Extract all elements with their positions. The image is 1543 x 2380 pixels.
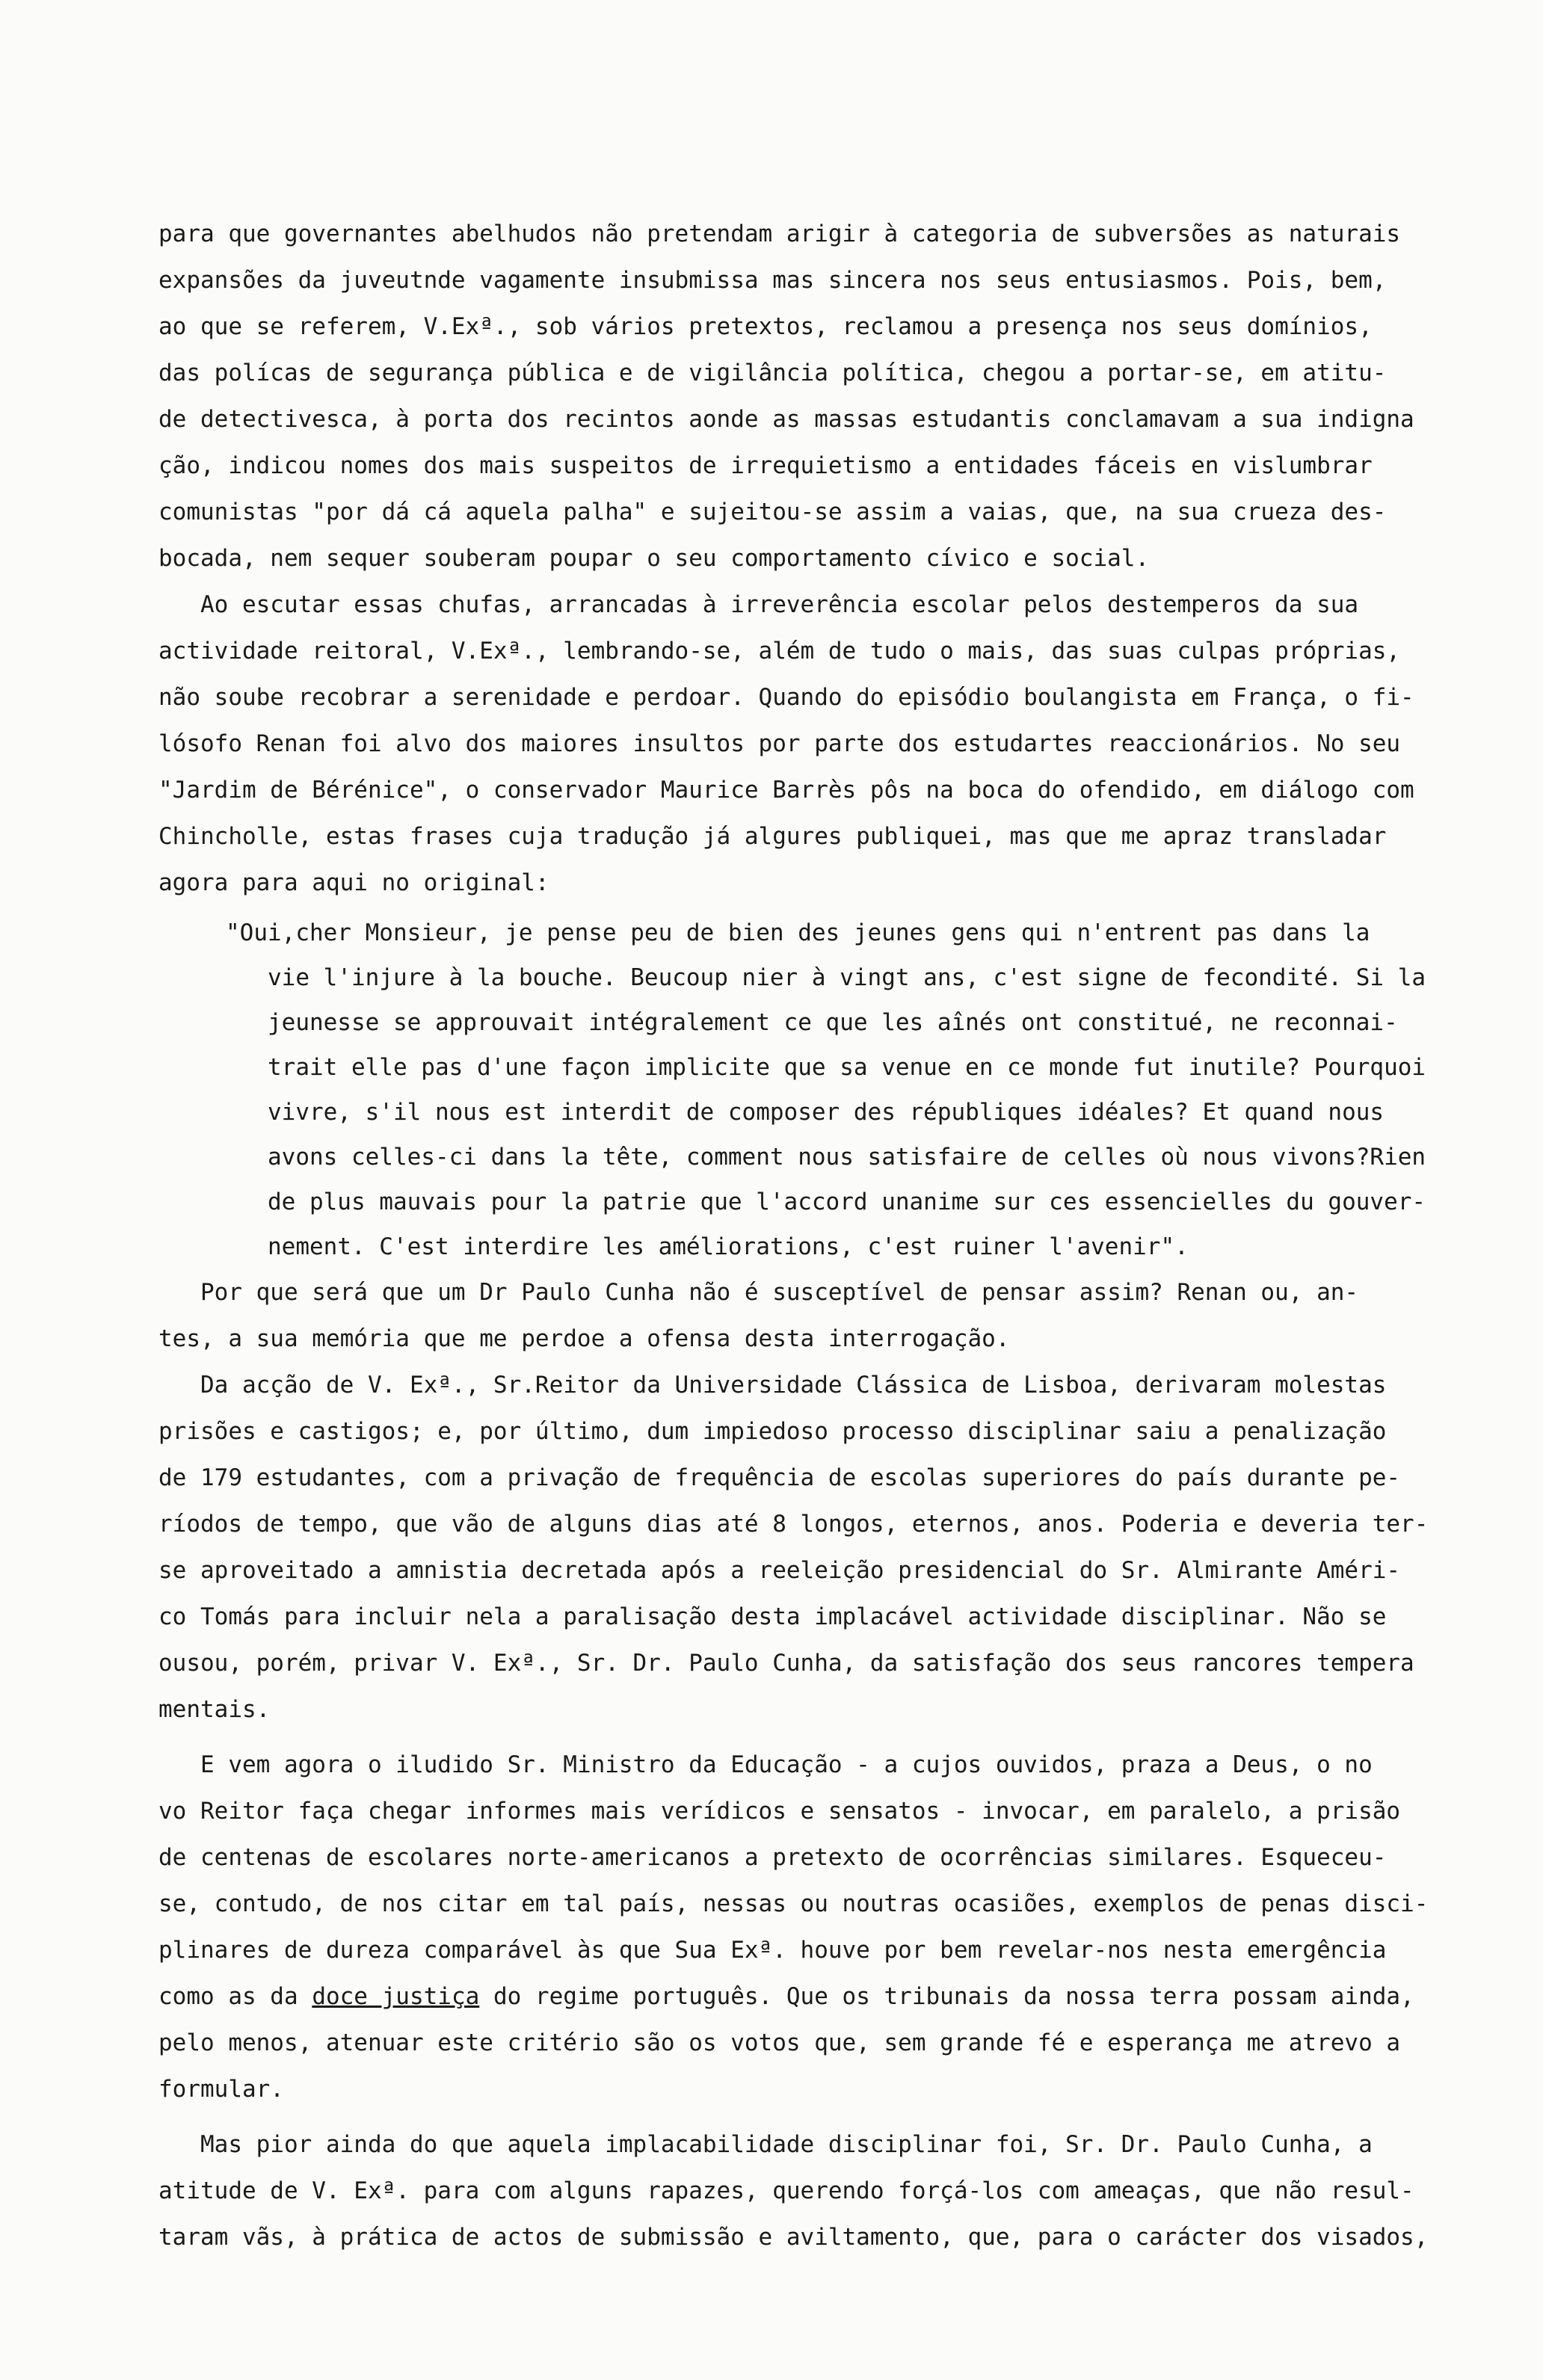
text-line: Chincholle, estas frases cuja tradução já algures publiquei, mas que me apraz transladar xyxy=(158,823,1387,850)
text-line: de centenas de escolares norte-americanos a pretexto de ocorrências similares. Esqueceu- xyxy=(158,1844,1387,1871)
text-line: bocada, nem sequer souberam poupar o seu comportamento cívico e social. xyxy=(158,545,1150,572)
text-line: ao que se referem, V.Exª., sob vários pretextos, reclamou a presença nos seus domínios, xyxy=(158,313,1373,340)
text-line: se aproveitado a amnistia decretada após a reeleição presidencial do Sr. Almirante Améri- xyxy=(158,1557,1401,1584)
text-line: das polícas de segurança pública e de vigilância política, chegou a portar-se, em atitu- xyxy=(158,360,1387,386)
text-line: se, contudo, de nos citar em tal país, nessas ou noutras ocasiões, exemplos de penas disci- xyxy=(158,1890,1429,1917)
text-line: actividade reitoral, V.Exª., lembrando-se, além de tudo o mais, das suas culpas próprias, xyxy=(158,638,1401,665)
text-line: plinares de dureza comparável às que Sua Exª. houve por bem revelar-nos nesta emergência xyxy=(158,1937,1387,1964)
paragraph-block-1 xyxy=(158,211,1474,906)
text-line: de detectivesca, à porta dos recintos aonde as massas estudantis conclamavam a sua indigna xyxy=(158,406,1414,433)
text-line: trait elle pas d'une façon implicite que sa venue en ce monde fut inutile? Pourquoi xyxy=(226,1054,1426,1081)
text-line: não soube recobrar a serenidade e perdoar. Quando do episódio boulangista em França, o fi- xyxy=(158,684,1414,711)
text-line: Da acção de V. Exª., Sr.Reitor da Universidade Clássica de Lisboa, derivaram molestas xyxy=(158,1372,1387,1399)
text-line: avons celles-ci dans la tête, comment nous satisfaire de celles où nous vivons?Rien xyxy=(226,1144,1426,1171)
text-line: E vem agora o iludido Sr. Ministro da Educação - a cujos ouvidos, praza a Deus, o no xyxy=(158,1751,1373,1778)
text-line: vivre, s'il nous est interdit de composer des républiques idéales? Et quand nous xyxy=(226,1099,1385,1126)
text-line: agora para aqui no original: xyxy=(158,869,549,896)
text-line: para que governantes abelhudos não pretendam arigir à categoria de subversões as naturais xyxy=(158,221,1401,247)
text-line: ousou, porém, privar V. Exª., Sr. Dr. Paulo Cunha, da satisfação dos seus rancores tempera xyxy=(158,1650,1414,1677)
document-body xyxy=(158,211,1474,2260)
text-line: vo Reitor faça chegar informes mais verídicos e sensatos - invocar, em paralelo, a prisão xyxy=(158,1798,1401,1825)
paragraph-block-5 xyxy=(158,2121,1474,2260)
line-suffix: do regime português. Que os tribunais da nossa terra possam ainda, xyxy=(479,1983,1414,2010)
text-line: comunistas "por dá cá aquela palha" e sujeitou-se assim a vaias, que, na sua crueza des- xyxy=(158,499,1387,525)
text-line-underlined xyxy=(158,1973,1474,2020)
text-line: Ao escutar essas chufas, arrancadas à irreverência escolar pelos destemperos da sua xyxy=(158,591,1359,618)
text-line: nement. C'est interdire les améliorations, c'est ruiner l'avenir". xyxy=(226,1233,1189,1260)
line-prefix: como as da xyxy=(158,1983,312,2010)
text-line: pelo menos, atenuar este critério são os votos que, sem grande fé e esperança me atrevo a xyxy=(158,2029,1401,2056)
text-line: vie l'injure à la bouche. Beucoup nier à vingt ans, c'est signe de fecondité. Si la xyxy=(226,964,1426,991)
paragraph-gap xyxy=(158,2112,1474,2121)
text-line: tes, a sua memória que me perdoe a ofensa desta interrogação. xyxy=(158,1325,1010,1352)
text-line: Mas pior ainda do que aquela implacabilidade disciplinar foi, Sr. Dr. Paulo Cunha, a xyxy=(158,2131,1373,2158)
paragraph-block-3 xyxy=(158,1742,1474,1973)
text-line: co Tomás para incluir nela a paralisação desta implacável actividade disciplinar. Não se xyxy=(158,1603,1387,1630)
text-line: mentais. xyxy=(158,1696,271,1723)
underlined-phrase: doce justiça xyxy=(312,1983,480,2010)
paragraph-block-4 xyxy=(158,2020,1474,2112)
text-line: de 179 estudantes, com a privação de frequência de escolas superiores do país durante pe- xyxy=(158,1464,1401,1491)
text-line: prisões e castigos; e, por último, dum impiedoso processo disciplinar saiu a penalização xyxy=(158,1418,1387,1445)
text-line: atitude de V. Exª. para com alguns rapazes, querendo forçá-los com ameaças, que não resul- xyxy=(158,2177,1414,2204)
text-line: formular. xyxy=(158,2076,284,2103)
text-line: de plus mauvais pour la patrie que l'accord unanime sur ces essencielles du gouver- xyxy=(226,1189,1426,1215)
paragraph-gap xyxy=(158,1733,1474,1742)
text-line: ríodos de tempo, que vão de alguns dias até 8 longos, eternos, anos. Poderia e deveria ter- xyxy=(158,1511,1429,1538)
text-line: "Oui,cher Monsieur, je pense peu de bien des jeunes gens qui n'entrent pas dans la xyxy=(226,919,1370,946)
text-line: lósofo Renan foi alvo dos maiores insultos por parte dos estudartes reaccionários. No seu xyxy=(158,730,1401,757)
text-line: jeunesse se approuvait intégralement ce que les aînés ont constitué, ne reconnai- xyxy=(226,1009,1398,1036)
text-line: ção, indicou nomes dos mais suspeitos de irrequietismo a entidades fáceis en vislumbrar xyxy=(158,452,1373,479)
text-line: taram vãs, à prática de actos de submissão e aviltamento, que, para o carácter dos visados, xyxy=(158,2224,1429,2251)
text-line: "Jardim de Bérénice", o conservador Maurice Barrès pôs na boca do ofendido, em diálogo com xyxy=(158,777,1414,804)
paragraph-block-2 xyxy=(158,1269,1474,1733)
text-line: Por que será que um Dr Paulo Cunha não é susceptível de pensar assim? Renan ou, an- xyxy=(158,1279,1359,1306)
french-quotation xyxy=(158,910,1474,1269)
text-line: expansões da juveutnde vagamente insubmissa mas sincera nos seus entusiasmos. Pois, bem, xyxy=(158,267,1387,294)
